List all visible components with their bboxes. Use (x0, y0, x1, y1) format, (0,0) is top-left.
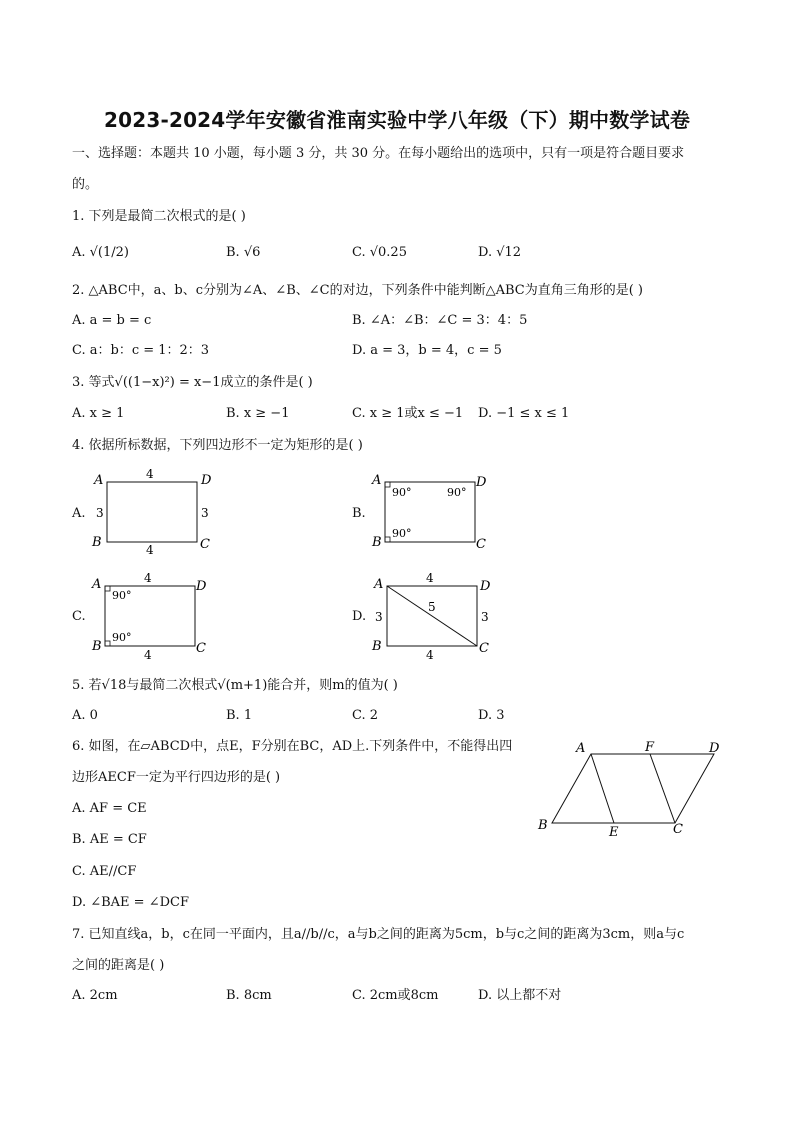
label-A: A (94, 473, 104, 488)
label-top-4: 4 (144, 571, 152, 585)
q2-stem: 2. △ABC中，a、b、c分别为∠A、∠B、∠C的对边，下列条件中能判断△ABC为直角三角形的是( ) (72, 283, 643, 298)
q5-stem: 5. 若√18与最简二次根式√(m+1)能合并，则m的值为( ) (72, 678, 398, 693)
q4-figure-c (86, 566, 226, 664)
label-C: C (200, 537, 210, 552)
label-B: B (92, 535, 102, 550)
q7-option-d: D. 以上都不对 (478, 988, 562, 1003)
angle-b-90: 90° (112, 631, 132, 644)
q7-option-b: B. 8cm (226, 988, 272, 1003)
label-bottom-4: 4 (146, 543, 154, 557)
angle-a-90: 90° (392, 486, 412, 499)
q7-stem-line2: 之间的距离是( ) (72, 958, 165, 973)
q3-option-a: A. x ≥ 1 (72, 406, 125, 421)
label-left-3: 3 (96, 506, 104, 520)
q4-option-a: A. (72, 506, 86, 521)
label-B: B (538, 818, 548, 833)
label-diagonal-5: 5 (428, 600, 436, 614)
q1-option-c: C. √0.25 (352, 245, 407, 260)
label-B: B (372, 535, 382, 550)
label-A: A (374, 577, 384, 592)
q2-option-d: D. a = 3，b = 4，c = 5 (352, 343, 502, 358)
q4-figure-d (366, 566, 506, 664)
label-C: C (476, 537, 486, 552)
label-top-4: 4 (146, 467, 154, 481)
label-D: D (201, 473, 212, 488)
label-F: F (645, 740, 655, 755)
q6-stem-line2: 边形AECF一定为平行四边形的是( ) (72, 770, 281, 785)
q7-option-c: C. 2cm或8cm (352, 988, 439, 1003)
q5-option-d: D. 3 (478, 708, 505, 723)
q4-stem: 4. 依据所标数据，下列四边形不一定为矩形的是( ) (72, 438, 363, 453)
label-A: A (372, 473, 382, 488)
angle-b-90: 90° (392, 527, 412, 540)
label-C: C (673, 822, 683, 837)
label-D: D (196, 579, 207, 594)
q1-option-b: B. √6 (226, 245, 261, 260)
q3-option-c: C. x ≥ 1或x ≤ −1 (352, 406, 464, 421)
label-D: D (709, 741, 720, 756)
q6-option-c: C. AE//CF (72, 864, 137, 879)
label-D: D (476, 475, 487, 490)
q7-option-a: A. 2cm (72, 988, 118, 1003)
q3-stem: 3. 等式√((1−x)²) = x−1成立的条件是( ) (72, 375, 313, 390)
q2-option-a: A. a = b = c (72, 313, 152, 328)
q5-option-c: C. 2 (352, 708, 379, 723)
q7-stem-line1: 7. 已知直线a，b，c在同一平面内，且a//b//c，a与b之间的距离为5cm，b与c之间的距离为3cm，则a与c (72, 927, 685, 942)
section-heading-line2: 的。 (72, 177, 99, 192)
q4-figure-a (86, 462, 226, 558)
label-E: E (609, 825, 619, 840)
page-title: 2023-2024学年安徽省淮南实验中学八年级（下）期中数学试卷 (103, 108, 691, 132)
q5-option-b: B. 1 (226, 708, 253, 723)
label-C: C (479, 641, 489, 656)
label-bottom-4: 4 (144, 648, 152, 662)
q1-stem: 1. 下列是最简二次根式的是( ) (72, 209, 246, 224)
label-top-4: 4 (426, 571, 434, 585)
label-A: A (92, 577, 102, 592)
q6-option-b: B. AE = CF (72, 832, 147, 847)
label-B: B (372, 639, 382, 654)
q4-figure-b (366, 462, 506, 558)
angle-a-90: 90° (112, 589, 132, 602)
q4-option-c: C. (72, 609, 86, 624)
q6-stem-line1: 6. 如图，在▱ABCD中，点E，F分别在BC，AD上.下列条件中，不能得出四 (72, 739, 513, 754)
q1-option-a: A. √(1/2) (72, 245, 130, 260)
q5-option-a: A. 0 (72, 708, 98, 723)
label-right-3: 3 (201, 506, 209, 520)
label-bottom-4: 4 (426, 648, 434, 662)
q6-option-a: A. AF = CE (72, 801, 147, 816)
q4-option-d: D. (352, 609, 367, 624)
q2-option-c: C. a：b：c = 1：2：3 (72, 343, 210, 358)
label-C: C (196, 641, 206, 656)
q2-option-b: B. ∠A：∠B：∠C = 3：4：5 (352, 313, 528, 328)
label-A: A (576, 741, 586, 756)
q3-option-d: D. −1 ≤ x ≤ 1 (478, 406, 570, 421)
q6-parallelogram-figure (532, 734, 728, 844)
q1-option-d: D. √12 (478, 245, 522, 260)
label-D: D (480, 579, 491, 594)
label-left-3: 3 (375, 610, 383, 624)
angle-d-90: 90° (447, 486, 467, 499)
q3-option-b: B. x ≥ −1 (226, 406, 290, 421)
label-B: B (92, 639, 102, 654)
q6-option-d: D. ∠BAE = ∠DCF (72, 895, 189, 910)
label-right-3: 3 (481, 610, 489, 624)
section-heading-line1: 一、选择题：本题共 10 小题，每小题 3 分，共 30 分。在每小题给出的选项中，只有一项是符合题目要求 (72, 146, 685, 161)
q4-option-b: B. (352, 506, 366, 521)
